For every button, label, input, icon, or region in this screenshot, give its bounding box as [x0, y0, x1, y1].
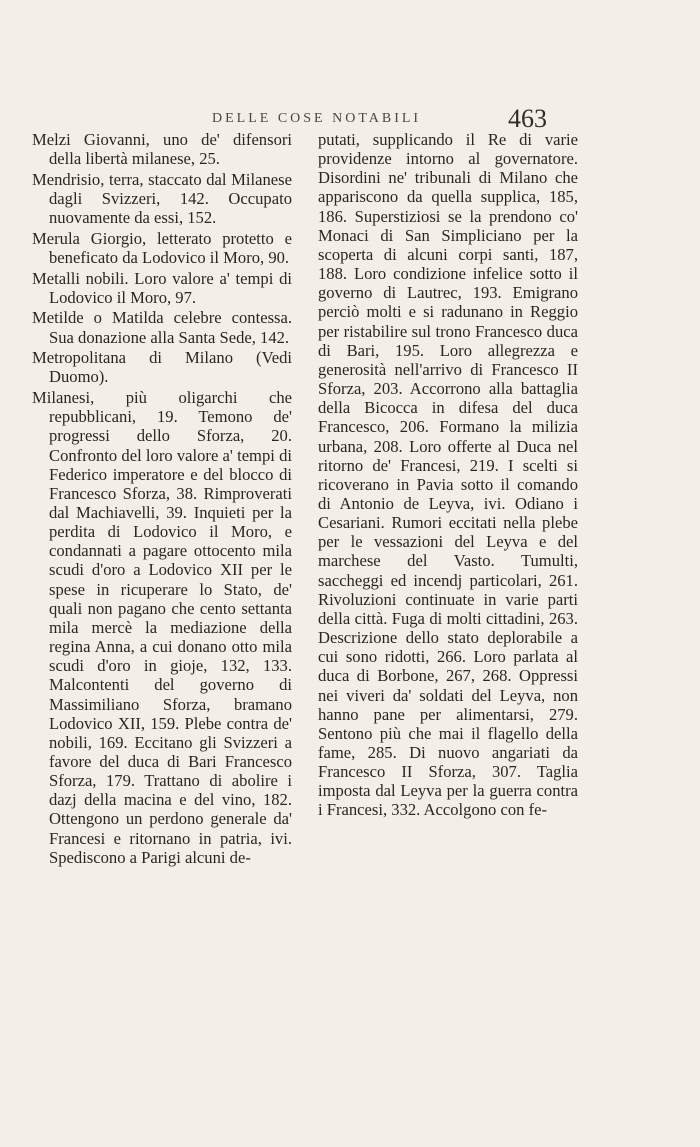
running-title: DELLE COSE NOTABILI	[212, 111, 422, 126]
index-column-left	[32, 130, 292, 868]
index-entry-merula: Merula Giorgio, letterato protetto e beneficato da Lodovico il Moro, 90.	[32, 228, 292, 267]
index-entry-milanesi-continued: putati, supplicando il Re di varie providenze intorno al governatore. Disordini ne' tribunali di Milano che appariscono da quella supplica, 185, 186. Superstiziosi se la prendono co' Monaci di San Simpliciano per la scoperta di alcuni corpi santi, 187, 188. Loro condizione infelice sotto il governo di Lautrec, 193. Emigrano perciò molti e si radunano in Reggio per ristabilire sul trono Francesco duca di Bari, 195. Loro allegrezza e generosità nell'arrivo di Francesco II Sforza, 203. Accorrono alla battaglia della Bicocca in difesa del duca Francesco, 206. Formano la milizia urbana, 208. Loro offerte al Duca nel ritorno de' Francesi, 219. I scelti si ricoverano in Pavia sotto il comando di Antonio de Leyva, ivi. Odiano i Cesariani. Rumori eccitati nella plebe per le vessazioni del Leyva e del marchese del Vasto. Tumulti, saccheggi ed incendj particolari, 261. Rivoluzioni continuate in varie parti della città. Fuga di molti cittadini, 263. Descrizione dello stato deplorabile a cui sono ridotti, 266. Loro parlata al duca di Borbone, 267, 268. Oppressi nei viveri da' soldati del Leyva, non hanno pane per alimentarsi, 279. Sentono più che mai il flagello della fame, 285. Di nuovo angariati da Francesco II Sforza, 307. Taglia imposta dal Leyva per la guerra contra i Francesi, 332. Accolgono con fe-	[318, 130, 578, 820]
index-entry-mendrisio: Mendrisio, terra, staccato dal Milanese dagli Svizzeri, 142. Occupato nuovamente da essi, 152.	[32, 169, 292, 228]
index-entry-milanesi: Milanesi, più oligarchi che repubblicani, 19. Temono de' progressi dello Sforza, 20. Confronto del loro valore a' tempi di Federico imperatore e del blocco di Francesco Sforza, 38. Rimproverati dal Machiavelli, 39. Inquieti per la perdita di Lodovico il Moro, e condannati a pagare ottocento mila scudi d'oro a Lodovico XII per le spese in ricuperare lo Stato, de' quali non pagano che cento settanta mila mercè la mediazione della regina Anna, a cui donano otto mila scudi d'oro in gioje, 132, 133. Malcontenti del governo di Massimiliano Sforza, bramano Lodovico XII, 159. Plebe contra de' nobili, 169. Eccitano gli Svizzeri a favore del duca di Bari Francesco Sforza, 179. Trattano di abolire i dazj della macina e del vino, 182. Ottengono un perdono generale da' Francesi e ritornano in patria, ivi. Spediscono a Parigi alcuni de-	[32, 388, 292, 867]
page-number: 463	[508, 104, 547, 133]
index-entry-melzi: Melzi Giovanni, uno de' difensori della libertà milanese, 25.	[32, 130, 292, 169]
index-entry-metalli: Metalli nobili. Loro valore a' tempi di Lodovico il Moro, 97.	[32, 268, 292, 307]
index-entry-metropolitana: Metropolitana di Milano (Vedi Duomo).	[32, 348, 292, 387]
index-entry-metilde: Metilde o Matilda celebre contessa. Sua donazione alla Santa Sede, 142.	[32, 308, 292, 347]
index-column-right	[318, 130, 578, 820]
